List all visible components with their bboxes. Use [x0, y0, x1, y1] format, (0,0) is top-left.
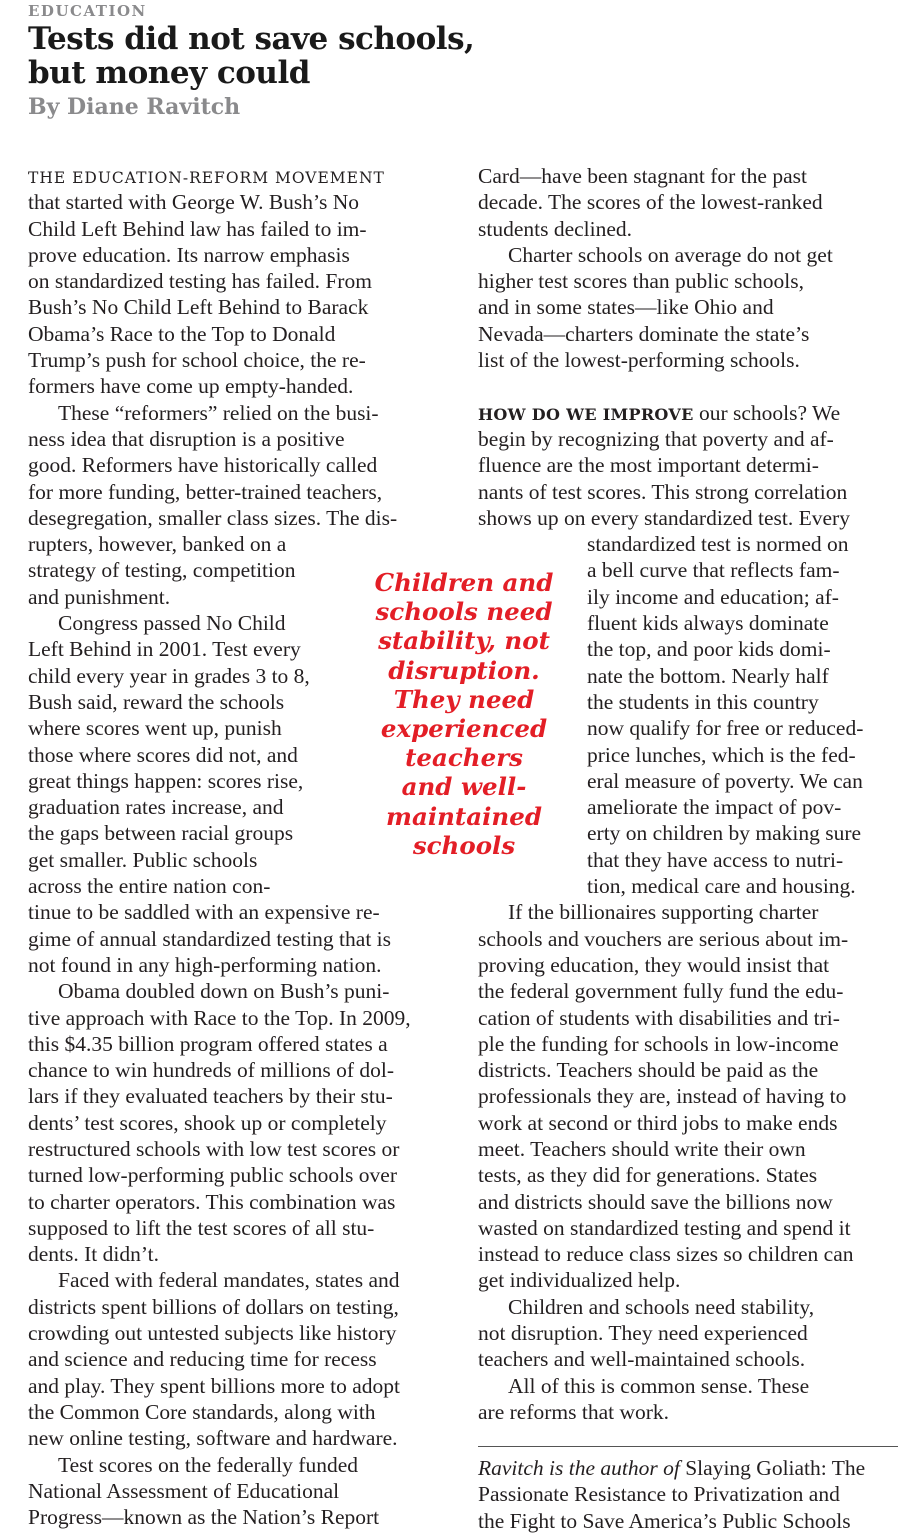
- byline: By Diane Ravitch: [28, 94, 241, 120]
- section-break: [478, 373, 903, 399]
- text-line: and in some states—like Ohio and: [478, 295, 774, 320]
- paragraph: [28, 1452, 453, 1531]
- bio-intro: Ravitch is the author of: [478, 1456, 680, 1480]
- paragraph: [478, 1373, 903, 1426]
- text-line: Progress—known as the Nation’s Report: [28, 1505, 380, 1530]
- text-line: instead to reduce class sizes so children can: [478, 1242, 854, 1267]
- text-line: tion, medical care and housing.: [587, 874, 856, 899]
- text-line: that started with George W. Bush’s No: [28, 190, 360, 215]
- text-line: districts spent billions of dollars on testing,: [28, 1294, 399, 1319]
- article-column-right: [478, 163, 903, 1425]
- text-line: If the billionaires supporting charter: [508, 900, 819, 925]
- paragraph: [478, 426, 903, 531]
- text-line: districts. Teachers should be paid as the: [478, 1058, 819, 1083]
- text-line: teachers and well-maintained schools.: [478, 1347, 806, 1372]
- text-line: a bell curve that reflects fam-: [587, 558, 840, 583]
- text-line: across the entire nation con-: [28, 874, 271, 899]
- headline-line: but money could: [28, 55, 310, 91]
- text-line: Left Behind in 2001. Test every: [28, 637, 301, 662]
- text-line: Bush’s No Child Left Behind to Barack: [28, 295, 369, 320]
- text-line: Nevada—charters dominate the state’s: [478, 321, 810, 346]
- book-title: the Fight to Save America’s Public Schools: [478, 1508, 851, 1533]
- text-line: tinue to be saddled with an expensive re-: [28, 900, 380, 925]
- text-line: fluence are the most important determi-: [478, 453, 819, 478]
- paragraph: [478, 163, 903, 242]
- text-line: the gaps between racial groups: [28, 821, 294, 846]
- divider: [478, 1446, 898, 1447]
- text-line: where scores went up, punish: [28, 716, 282, 741]
- text-line: gime of annual standardized testing that is: [28, 926, 392, 951]
- pull-quote-line: Children and: [374, 568, 554, 597]
- paragraph: [28, 978, 453, 1267]
- text-line: shows up on every standardized test. Every: [478, 505, 850, 530]
- text-line: not found in any high-performing nation.: [28, 952, 382, 977]
- text-line: for more funding, better-trained teachers,: [28, 479, 383, 504]
- text-line: and play. They spent billions more to adopt: [28, 1373, 401, 1398]
- text-line: supposed to lift the test scores of all stu-: [28, 1215, 375, 1240]
- text-line: and punishment.: [28, 584, 171, 609]
- text: our schools? We: [693, 400, 841, 425]
- text-line: that they have access to nutri-: [587, 847, 844, 872]
- text-line: erty on children by making sure: [587, 821, 862, 846]
- text-line: not disruption. They need experienced: [478, 1321, 808, 1346]
- text-line: get individualized help.: [478, 1268, 681, 1293]
- text-line: this $4.35 billion program offered states a: [28, 1031, 388, 1056]
- book-title: Passionate Resistance to Privatization and: [478, 1482, 840, 1507]
- text-line: dents. It didn’t.: [28, 1242, 159, 1267]
- text-line: the federal government fully fund the edu-: [478, 979, 844, 1004]
- text-line: lars if they evaluated teachers by their stu-: [28, 1084, 393, 1109]
- text-line: new online testing, software and hardware.: [28, 1426, 398, 1451]
- text-line: great things happen: scores rise,: [28, 768, 304, 793]
- text-line: desegregation, smaller class sizes. The dis-: [28, 505, 398, 530]
- text-line: Bush said, reward the schools: [28, 689, 285, 714]
- text-line: ameliorate the impact of pov-: [587, 795, 842, 820]
- book-title: Slaying Goliath: The: [679, 1456, 866, 1480]
- text-line: and districts should save the billions now: [478, 1189, 833, 1214]
- pull-quote-line: experienced: [380, 714, 548, 744]
- pull-quote-line: stability, not: [378, 626, 550, 656]
- text-line: tive approach with Race to the Top. In 2009,: [28, 1005, 411, 1030]
- text-line: cation of students with disabilities and tri-: [478, 1005, 840, 1030]
- text-line: Faced with federal mandates, states and: [58, 1268, 400, 1293]
- text-line: formers have come up empty-handed.: [28, 374, 354, 399]
- text-line: the Common Core standards, along with: [28, 1399, 376, 1424]
- text-line: child every year in grades 3 to 8,: [28, 663, 310, 688]
- text-line: now qualify for free or reduced-: [587, 716, 864, 741]
- text-line: students declined.: [478, 216, 633, 241]
- pull-quote-line: schools need: [375, 597, 553, 627]
- text-line: fluent kids always dominate: [587, 611, 829, 636]
- text-line: strategy of testing, competition: [28, 558, 296, 583]
- pull-quote-line: teachers: [405, 743, 523, 773]
- text-line: the students in this country: [587, 689, 819, 714]
- pull-quote-line: schools: [412, 830, 516, 860]
- text-line: Test scores on the federally funded: [58, 1452, 358, 1477]
- text-line: rupters, however, banked on a: [28, 532, 287, 557]
- author-bio: [478, 1455, 908, 1534]
- text-line: crowding out untested subjects like history: [28, 1321, 397, 1346]
- text-line: standardized test is normed on: [587, 532, 849, 557]
- text-line: chance to win hundreds of millions of dol-: [28, 1058, 395, 1083]
- text-line: ily income and education; af-: [587, 584, 839, 609]
- text-line: good. Reformers have historically called: [28, 453, 378, 478]
- text-line: get smaller. Public schools: [28, 847, 258, 872]
- paragraph-wrapped: [478, 531, 903, 899]
- text-line: eral measure of poverty. We can: [587, 768, 863, 793]
- text-line: work at second or third jobs to make ends: [478, 1110, 838, 1135]
- text-line: list of the lowest-performing schools.: [478, 348, 800, 373]
- headline: [28, 22, 548, 90]
- text-line: Obama’s Race to the Top to Donald: [28, 321, 336, 346]
- text-line: turned low-performing public schools over: [28, 1163, 397, 1188]
- text-line: ness idea that disruption is a positive: [28, 426, 345, 451]
- text-line: These “reformers” relied on the busi-: [58, 400, 379, 425]
- text-line: Children and schools need stability,: [508, 1294, 815, 1319]
- pull-quote-line: disruption.: [388, 655, 540, 685]
- text-line: Charter schools on average do not get: [508, 242, 833, 267]
- pull-quote-line: and well-: [401, 772, 527, 802]
- paragraph: [28, 189, 453, 399]
- text-line: professionals they are, instead of having to: [478, 1084, 847, 1109]
- text-line: on standardized testing has failed. From: [28, 269, 372, 294]
- text-line: begin by recognizing that poverty and af-: [478, 426, 834, 451]
- text-line: All of this is common sense. These: [508, 1373, 810, 1398]
- text-line: meet. Teachers should write their own: [478, 1136, 806, 1161]
- text-line: wasted on standardized testing and spend it: [478, 1215, 851, 1240]
- text-line: restructured schools with low test scores or: [28, 1136, 400, 1161]
- section-label: EDUCATION: [28, 2, 147, 20]
- text-line: schools and vouchers are serious about im-: [478, 926, 849, 951]
- text-line: Trump’s push for school choice, the re-: [28, 348, 366, 373]
- text-line: Child Left Behind law has failed to im-: [28, 216, 367, 241]
- text-line: and science and reducing time for recess: [28, 1347, 377, 1372]
- headline-line: Tests did not save schools,: [28, 21, 475, 57]
- text-line: are reforms that work.: [478, 1399, 670, 1424]
- text-line: those where scores did not, and: [28, 742, 298, 767]
- paragraph: [478, 242, 903, 373]
- text-line: dents’ test scores, shook up or completely: [28, 1110, 387, 1135]
- text-line: Obama doubled down on Bush’s puni-: [58, 979, 390, 1004]
- text-line: tests, as they did for generations. States: [478, 1163, 818, 1188]
- pull-quote-line: maintained: [386, 801, 542, 831]
- lead-in: HOW DO WE IMPROVE: [478, 404, 694, 424]
- text-line: higher test scores than public schools,: [478, 269, 805, 294]
- text-line: to charter operators. This combination was: [28, 1189, 396, 1214]
- lead-in: THE EDUCATION-REFORM MOVEMENT: [28, 169, 385, 187]
- paragraph: [28, 1267, 453, 1451]
- text-line: graduation rates increase, and: [28, 795, 284, 820]
- text-line: proving education, they would insist that: [478, 952, 830, 977]
- text-line: nate the bottom. Nearly half: [587, 663, 829, 688]
- pull-quote-line: They need: [393, 684, 535, 714]
- text-line: Congress passed No Child: [58, 611, 286, 636]
- text-line: the top, and poor kids domi-: [587, 637, 831, 662]
- text-line: National Assessment of Educational: [28, 1478, 340, 1503]
- text-line: decade. The scores of the lowest-ranked: [478, 190, 823, 215]
- text-line: ple the funding for schools in low-income: [478, 1031, 839, 1056]
- text-line: nants of test scores. This strong correlation: [478, 479, 848, 504]
- lead-in-line: [478, 400, 903, 426]
- paragraph: [478, 1294, 903, 1373]
- text-line: prove education. Its narrow emphasis: [28, 242, 350, 267]
- text-line: price lunches, which is the fed-: [587, 742, 856, 767]
- text-line: Card—have been stagnant for the past: [478, 164, 807, 188]
- paragraph: [478, 899, 903, 1293]
